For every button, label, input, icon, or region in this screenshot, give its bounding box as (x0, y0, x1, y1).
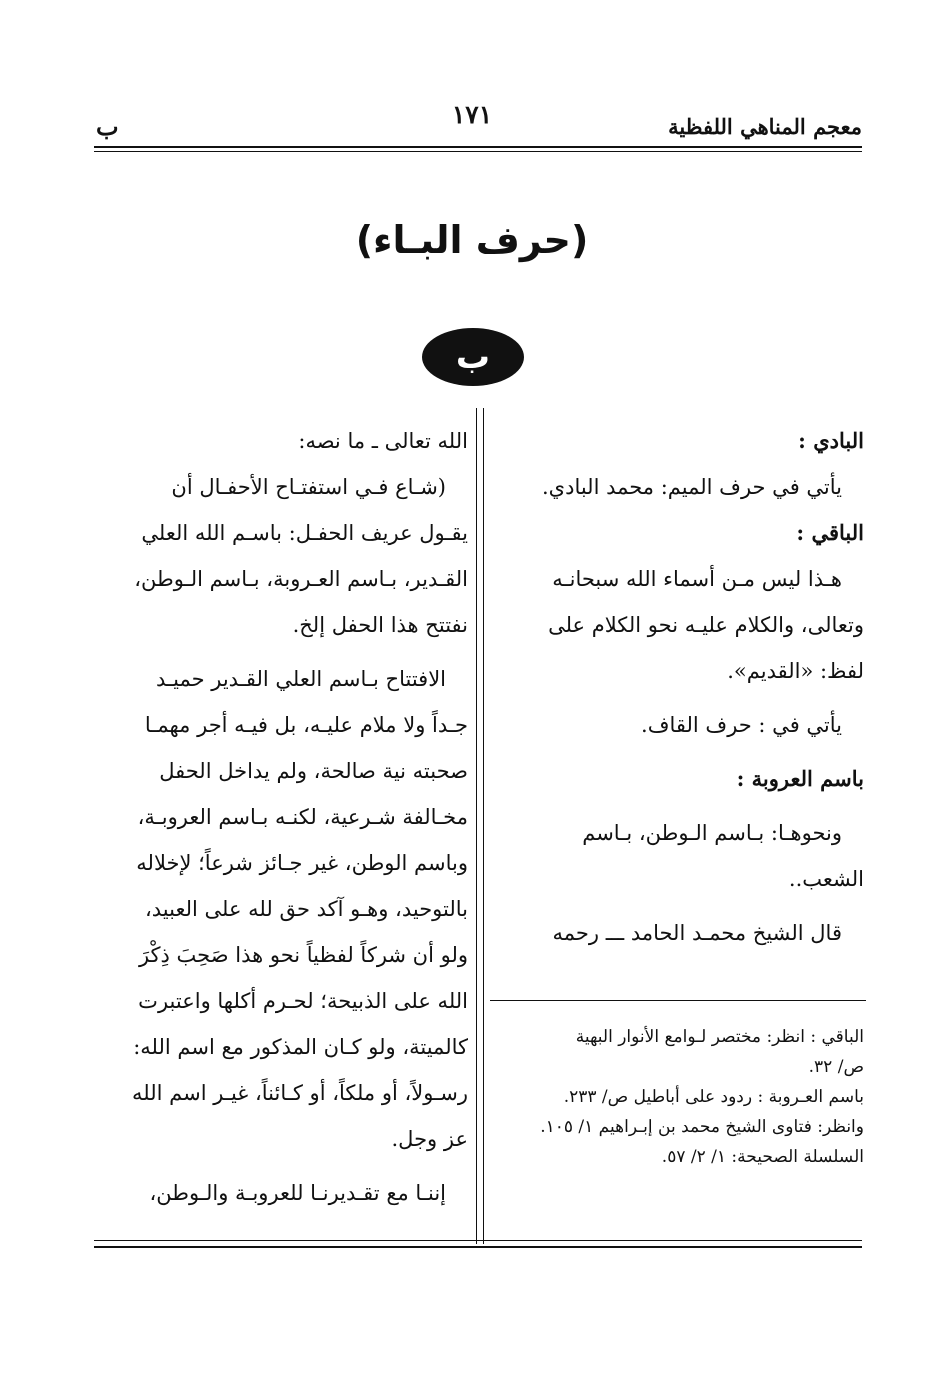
footnotes (486, 1022, 864, 1172)
footer-rule-top (94, 1240, 862, 1241)
section-title: (حرف البـاء) (355, 218, 589, 262)
header-rule-top (94, 146, 862, 148)
book-title: معجم المناهي اللفظية (668, 114, 862, 139)
body-line: صحبته نية صالحة، ولم يداخل الحفل (159, 759, 468, 783)
quote-line: نفتتح هذا الحفل إلخ. (292, 613, 468, 637)
entry-term: الباقي : (796, 520, 864, 545)
footnote-line: باسم العـروبة : ردود على أباطيل ص/ ٢٣٣. (563, 1087, 864, 1107)
quote-line: يقـول عريف الحفـل: باسـم الله العلي (141, 521, 468, 545)
left-column (98, 418, 468, 1216)
quote-line: القـدير، بـاسم العـروبة، بـاسم الـوطن، (134, 567, 468, 591)
footer-rule-bottom (94, 1246, 862, 1248)
entry-text: الشعب.. (788, 867, 864, 891)
body-line: جـداً ولا ملام عليـه، بل فيـه أجر مهمـا (144, 713, 468, 737)
entry-text: وتعالى، والكلام عليـه نحو الكلام على (548, 613, 864, 637)
footnote-line: السلسلة الصحيحة: ١/ ٢/ ٥٧. (661, 1147, 864, 1167)
entry-text: قال الشيخ محمـد الحامد ـــ رحمه (552, 921, 842, 945)
quote-line: (شـاع فـي استفتـاح الأحفـال أن (171, 475, 446, 499)
entry-text: يأتي في : حرف القاف. (641, 713, 842, 737)
body-line: الله على الذبيحة؛ لحـرم أكلها واعتبرت (138, 989, 468, 1013)
body-line: الله تعالى ـ ما نصه: (298, 429, 468, 453)
entry-text: هـذا ليس مـن أسماء الله سبحانـه (552, 567, 842, 591)
footnote-line: الباقي : انظر: مختصر لـوامع الأنوار البهية (575, 1027, 864, 1047)
body-line: الافتتاح بـاسم العلي القـدير حميـد (155, 667, 446, 691)
entry-text: لفظ: «القديم». (727, 659, 864, 683)
body-line: كالميتة، ولو كـان المذكور مع اسم الله: (133, 1035, 468, 1059)
footnote-line: ص/ ٣٢. (808, 1057, 864, 1077)
entry-text: يأتي في حرف الميم: محمد البادي. (541, 475, 842, 499)
body-line: مخـالفة شـرعية، لكنـه بـاسم العروبـة، (137, 805, 468, 829)
body-line: إننـا مع تقـديرنـا للعروبـة والـوطن، (149, 1181, 446, 1205)
letter-badge: ب (422, 328, 524, 386)
entry-text: ونحوهـا: بـاسم الـوطن، بـاسم (582, 821, 842, 845)
footnote-rule (490, 1000, 866, 1001)
footnote-line: وانظر: فتاوى الشيخ محمد بن إبـراهيم ١/ ١٠٥. (540, 1117, 864, 1137)
body-line: وباسم الوطن، غير جـائز شرعاً؛ لإخلاله (136, 851, 468, 875)
entry-term: باسم العروبة : (736, 766, 864, 791)
body-line: عز وجل. (391, 1127, 468, 1151)
page-number: ١٧١ (451, 100, 493, 129)
body-line: بالتوحيد، وهـو آكد حق لله على العبيد، (145, 897, 468, 921)
entry-term: البادي : (798, 428, 864, 453)
right-column (482, 418, 864, 956)
body-line: رسـولاً، أو ملكاً، أو كـائناً، غيـر اسم الله (132, 1081, 468, 1105)
header-rule-bottom (94, 151, 862, 152)
section-letter: ب (96, 112, 119, 141)
body-line: ولو أن شركاً لفظياً نحو هذا صَحِبَ ذِكْرَ (138, 943, 468, 967)
